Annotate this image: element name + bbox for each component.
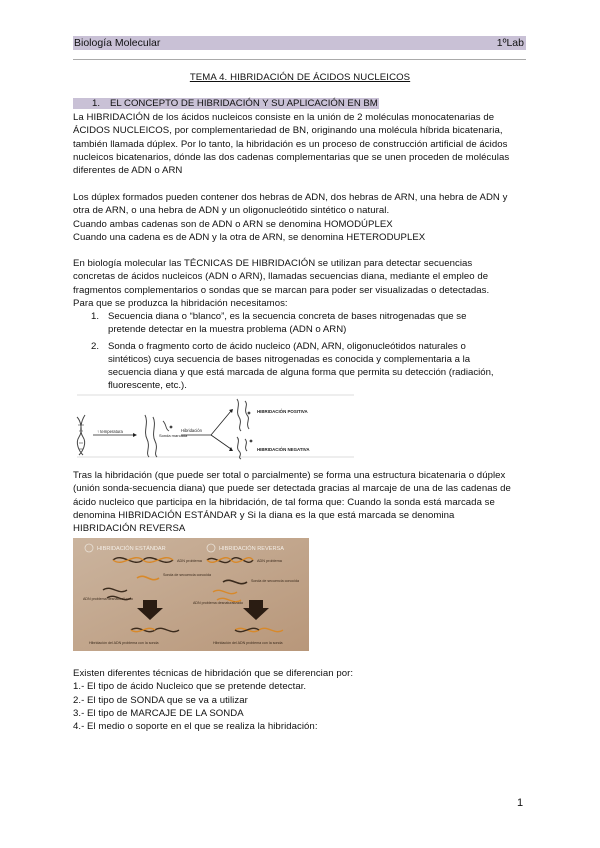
probe-known-label: Sonda de secuencia conocida bbox=[163, 573, 211, 577]
text-line: Los dúplex formados pueden contener dos hebras de ADN, dos hebras de ARN, una hebra de ADN y bbox=[73, 192, 508, 203]
text-line: Secuencia diana o “blanco”, es la secuencia concreta de bases nitrogenadas que se bbox=[108, 311, 467, 322]
text-line: En biología molecular las TÉCNICAS DE HIBRIDACIÓN se utilizan para detectar secuencias bbox=[73, 258, 473, 269]
arrow-down-icon bbox=[211, 435, 231, 449]
text-line: HIBRIDACIÓN REVERSA bbox=[73, 523, 186, 535]
hybridization-diagram bbox=[73, 391, 358, 461]
arrow-up-icon bbox=[211, 411, 231, 435]
text-line: La HIBRIDACIÓN de los ácidos nucleicos consiste en la unión de 2 moléculas monocatenarias de bbox=[73, 112, 495, 123]
positive-label: HIBRIDACIÓN POSITIVA bbox=[257, 409, 308, 414]
page-title: TEMA 4. HIBRIDACIÓN DE ÁCIDOS NUCLEICOS bbox=[189, 72, 411, 83]
denatured-label: ADN problema desnaturalizado bbox=[83, 597, 133, 601]
negative-label: HIBRIDACIÓN NEGATIVA bbox=[257, 447, 310, 452]
text-line: (unión sonda-secuencia diana) que puede ser detectada gracias al marcaje de una de las cadenas de bbox=[73, 483, 511, 495]
text-line: Para que se produzca la hibridación necesitamos: bbox=[73, 297, 288, 309]
text-line: secuencia diana y que está marcada de alguna forma que permita su detección (radiación, bbox=[108, 367, 494, 379]
double-helix-icon bbox=[77, 415, 85, 455]
adn-problema-label: ADN problema bbox=[177, 559, 202, 563]
list-item bbox=[73, 310, 528, 337]
temperature-label: ↑ temperatura bbox=[97, 429, 123, 434]
paragraph-techniques bbox=[73, 257, 528, 310]
text-line: Cuando ambas cadenas son de ADN o ARN se denomina HOMODÚPLEX bbox=[73, 218, 393, 230]
section-number: 1. bbox=[92, 98, 101, 109]
paragraph-detection bbox=[73, 469, 528, 535]
text-line: Existen diferentes técnicas de hibridación que se diferencian por: bbox=[73, 668, 354, 679]
probe-label: Sonda marcada bbox=[159, 433, 188, 438]
section-title: EL CONCEPTO DE HIBRIDACIÓN Y SU APLICACIÓN EN BM bbox=[110, 98, 378, 109]
list-number: 1. bbox=[91, 311, 100, 322]
probe-known-label: Sonda de secuencia conocida bbox=[251, 579, 299, 583]
header-divider bbox=[73, 59, 526, 60]
reverse-caption: Hibridación del ADN problema con la sonda bbox=[213, 641, 283, 645]
text-line: diferentes de ADN o ARN bbox=[73, 165, 183, 177]
text-line: también llamada dúplex. Por lo tanto, la hibridación es un proceso de construcción artificial de ácidos bbox=[73, 138, 508, 150]
text-line: sintéticos) cuya secuencia de bases nitrogenadas es conocida y complementaria a la bbox=[108, 353, 471, 365]
hybridization-label: Hibridación bbox=[181, 428, 202, 433]
denatured-label: ADN problema desnaturalizado bbox=[193, 601, 243, 605]
standard-title: HIBRIDACIÓN ESTÁNDAR bbox=[97, 546, 166, 552]
text-line: 2.- El tipo de SONDA que se va a utilizar bbox=[73, 694, 248, 706]
list-number: 2. bbox=[91, 340, 100, 352]
text-line: otra de ARN, o una hebra de ADN y un oligonucleótido sintético o natural. bbox=[73, 205, 390, 217]
reverse-title: HIBRIDACIÓN REVERSA bbox=[219, 546, 284, 552]
paragraph-definition bbox=[73, 111, 528, 177]
single-strand-icon bbox=[145, 415, 157, 457]
text-line: Sonda o fragmento corto de ácido nucleico (ADN, ARN, oligonucleótidos naturales o bbox=[108, 340, 466, 352]
text-line: nucleicos bicatenarios, dónde las dos cadenas complementarias que se unen proceden de moléculas bbox=[73, 151, 510, 163]
header-subject: Biología Molecular bbox=[74, 37, 161, 49]
list-item bbox=[73, 340, 528, 393]
text-line: concretas de ácidos nucleicos (ADN o ARN), llamadas secuencias diana, mediante el empleo de bbox=[73, 271, 489, 283]
text-line: Cuando una cadena es de ADN y la otra de ARN, se denomina HETERODUPLEX bbox=[73, 231, 426, 243]
text-line: pretende detectar en la muestra problema (ADN o ARN) bbox=[108, 324, 347, 336]
requirements-list bbox=[73, 310, 528, 393]
header-course: 1ºLab bbox=[496, 37, 524, 49]
text-line: 4.- El medio o soporte en el que se realiza la hibridación: bbox=[73, 721, 318, 733]
text-line: ÁCIDOS NUCLEICOS, por complementariedad de BN, originando una molécula híbrida bicatenaria, bbox=[73, 125, 503, 137]
page-number: 1 bbox=[517, 797, 524, 809]
page-header bbox=[73, 36, 526, 50]
paragraph-duplex bbox=[73, 191, 528, 244]
text-line: ácido nucleico que participa en la hibridación, de tal forma que: Cuando la sonda está marcada se bbox=[73, 496, 495, 508]
text-line: fluorescente, etc.). bbox=[108, 380, 187, 392]
text-line: Tras la hibridación (que puede ser total o parcialmente) se forma una estructura bicatenaria o dúplex bbox=[73, 470, 506, 481]
hybrid-negative-icon bbox=[237, 437, 252, 459]
section-heading bbox=[73, 98, 393, 110]
hybrid-positive-icon bbox=[237, 399, 250, 431]
text-line: fragmentos complementarios o sondas que se marcan para poder ser visualizadas o detectadas. bbox=[73, 284, 490, 296]
text-line: 1.- El tipo de ácido Nucleico que se pretende detectar. bbox=[73, 681, 307, 693]
standard-caption: Hibridación del ADN problema con la sonda bbox=[89, 641, 159, 645]
probe-icon bbox=[163, 421, 172, 431]
hybridization-types-figure bbox=[73, 538, 309, 651]
text-line: denomina HIBRIDACIÓN ESTÁNDAR y Si la diana es la que está marcada se denomina bbox=[73, 509, 455, 521]
text-line: 3.- El tipo de MARCAJE DE LA SONDA bbox=[73, 707, 244, 719]
paragraph-technique-types bbox=[73, 667, 528, 733]
adn-problema-label: ADN problema bbox=[257, 559, 282, 563]
